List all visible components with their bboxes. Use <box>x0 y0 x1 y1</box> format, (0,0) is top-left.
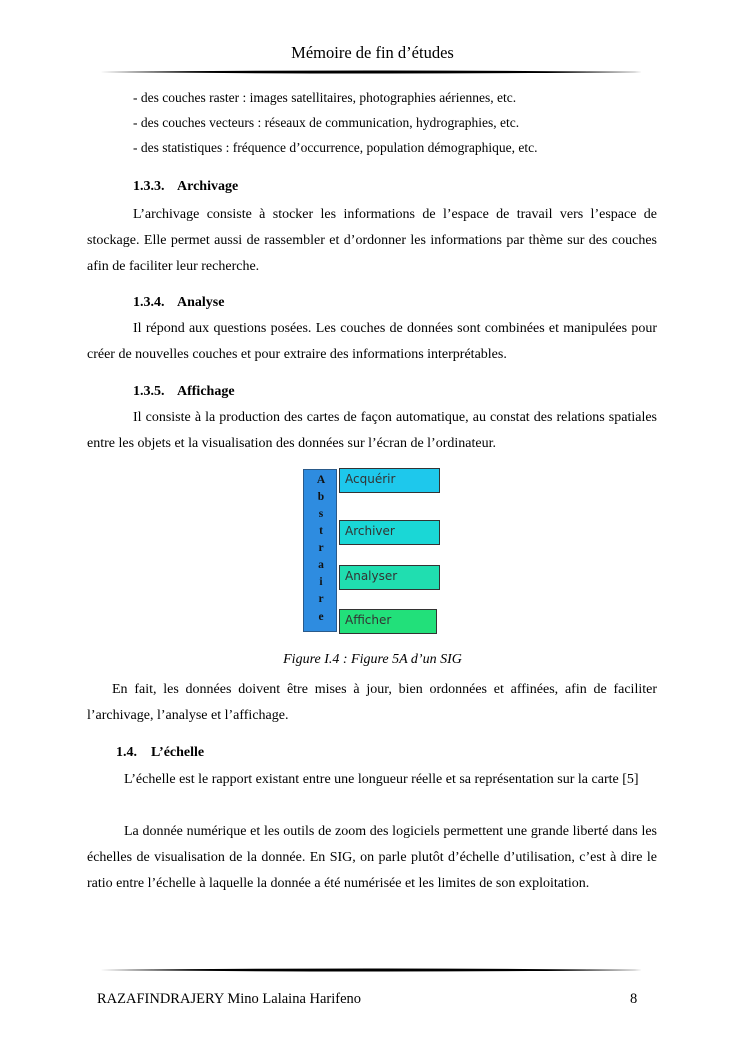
section-number: 1.3.5. <box>133 384 165 399</box>
figure-box-acquerir: Acquérir <box>339 468 440 493</box>
figure-vertical-bar <box>303 469 337 632</box>
bullet-raster: - des couches raster : images satellitaires, photographies aériennes, etc. <box>133 90 517 105</box>
figure-caption: Figure I.4 : Figure 5A d’un SIG <box>283 652 462 667</box>
footer-author: RAZAFINDRAJERY Mino Lalaina Harifeno <box>97 991 362 1007</box>
vertical-letter: r <box>318 542 324 554</box>
paragraph-summary: En fait, les données doivent être mises à jour, bien ordonnées et affinées, afin de faciliter l’archivage, l’analyse et l’affichage. <box>87 682 657 723</box>
section-label: L’échelle <box>151 745 205 760</box>
paragraph-affichage: Il consiste à la production des cartes de façon automatique, au constat des relations spatiales entre les objets et la visualisation des données sur l’écran de l’ordinateur. <box>87 410 657 451</box>
section-title-affichage <box>133 384 235 400</box>
vertical-letter: r <box>318 593 324 605</box>
paragraph-archivage: L’archivage consiste à stocker les informations de l’espace de travail vers l’espace de stockage. Elle permet aussi de rassembler et d’ordonner les informations par thème sur des couches afin de faciliter leur recherche. <box>87 207 657 274</box>
section-number: 1.3.4. <box>133 295 165 310</box>
section-title-analyse <box>133 295 224 311</box>
bullet-vecteurs: - des couches vecteurs : réseaux de communication, hydrographies, etc. <box>133 115 520 130</box>
header-rule <box>100 70 642 74</box>
bullet-statistiques: - des statistiques : fréquence d’occurrence, population démographique, etc. <box>133 140 538 155</box>
figure-box-analyser: Analyser <box>339 565 440 590</box>
figure-box-archiver: Archiver <box>339 520 440 545</box>
paragraph-echelle-1: L’échelle est le rapport existant entre une longueur réelle et sa représentation sur la carte [5] <box>124 772 639 787</box>
section-title-archivage <box>133 179 238 195</box>
vertical-letter: a <box>318 559 324 571</box>
section-title-echelle <box>116 745 204 761</box>
section-label: Archivage <box>177 179 239 194</box>
footer-rule <box>100 968 642 972</box>
section-label: Affichage <box>177 384 235 399</box>
section-number: 1.3.3. <box>133 179 165 194</box>
paragraph-echelle-2: La donnée numérique et les outils de zoom des logiciels permettent une grande liberté dans les échelles de visualisation de la donnée. En SIG, on parle plutôt d’échelle d’utilisation, c’est à dire le ratio entre l’échelle à laquelle la donnée a été numérisée et les limites de son exploitation. <box>87 824 657 891</box>
figure-box-afficher: Afficher <box>339 609 437 634</box>
vertical-letter: s <box>318 508 324 520</box>
vertical-letter: i <box>319 576 323 588</box>
section-label: Analyse <box>177 295 225 310</box>
vertical-letter: e <box>318 611 324 623</box>
vertical-letter: b <box>317 491 325 503</box>
footer-page-number: 8 <box>630 991 638 1007</box>
vertical-letter: t <box>319 525 323 537</box>
paragraph-analyse: Il répond aux questions posées. Les couches de données sont combinées et manipulées pour créer de nouvelles couches et pour extraire des informations interprétables. <box>87 321 657 362</box>
section-number: 1.4. <box>116 745 137 760</box>
page-header-title: Mémoire de fin d’études <box>291 43 454 62</box>
vertical-letter: A <box>316 474 326 486</box>
